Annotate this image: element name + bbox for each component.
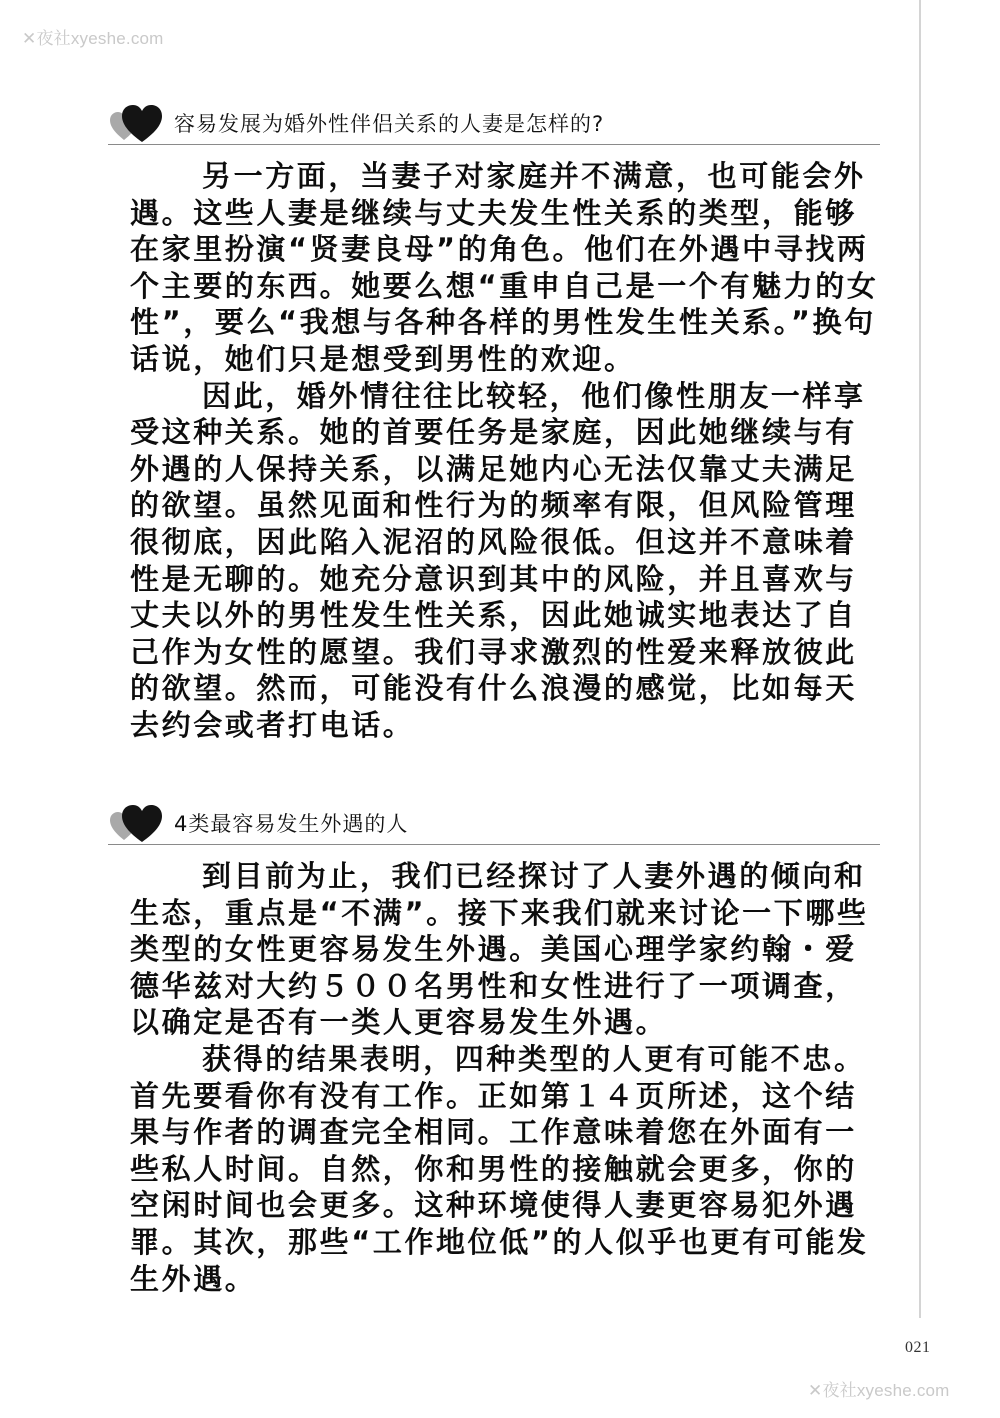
- paragraph: 因此，婚外情往往比较轻，他们像性朋友一样享受这种关系。她的首要任务是家庭，因此她继续与有外遇的人保持关系，以满足她内心无法仅靠丈夫满足的欲望。虽然见面和性行为的频率有限，但风险管理很彻底，因此陷入泥沼的风险很低。但这并不意味着性是无聊的。她充分意识到其中的风险，并且喜欢与丈夫以外的男性发生性关系，因此她诚实地表达了自己作为女性的愿望。我们寻求激烈的性爱来释放彼此的欲望。然而，可能没有什么浪漫的感觉，比如每天去约会或者打电话。: [130, 378, 866, 742]
- watermark-bottom: ✕夜社xyeshe.com: [808, 1381, 950, 1400]
- section-heading-1: [108, 100, 880, 145]
- section-body-1: [130, 158, 880, 744]
- section-body-2: [130, 858, 880, 1297]
- two-hearts-icon: [108, 800, 164, 844]
- section-heading-text: 容易发展为婚外性伴侣关系的人妻是怎样的?: [174, 112, 605, 136]
- paragraph: 到目前为止，我们已经探讨了人妻外遇的倾向和生态，重点是“不满”。接下来我们就来讨论一下哪些类型的女性更容易发生外遇。美国心理学家约翰・爱德华兹对大约５００名男性和女性进行了一项调查，以确定是否有一类人更容易发生外遇。: [130, 859, 869, 1040]
- page-number: 021: [905, 1339, 931, 1356]
- section-heading-2: [108, 800, 880, 845]
- paragraph: 获得的结果表明，四种类型的人更有可能不忠。首先要看你有没有工作。正如第１４页所述，这个结果与作者的调查完全相同。工作意味着您在外面有一些私人时间。自然，你和男性的接触就会更多，你的空闲时间也会更多。这种环境使得人妻更容易犯外遇罪。其次，那些“工作地位低”的人似乎也更有可能发生外遇。: [130, 1041, 869, 1296]
- watermark-top: ✕夜社xyeshe.com: [22, 29, 164, 48]
- paragraph: 另一方面，当妻子对家庭并不满意，也可能会外遇。这些人妻是继续与丈夫发生性关系的类型，能够在家里扮演“贤妻良母”的角色。他们在外遇中寻找两个主要的东西。她要么想“重申自己是一个有魅力的女性”，要么“我想与各种各样的男性发生性关系。”换句话说，她们只是想受到男性的欢迎。: [130, 159, 879, 376]
- two-hearts-icon: [108, 100, 164, 144]
- section-heading-text: 4类最容易发生外遇的人: [174, 812, 409, 836]
- margin-rule: [919, 0, 921, 1318]
